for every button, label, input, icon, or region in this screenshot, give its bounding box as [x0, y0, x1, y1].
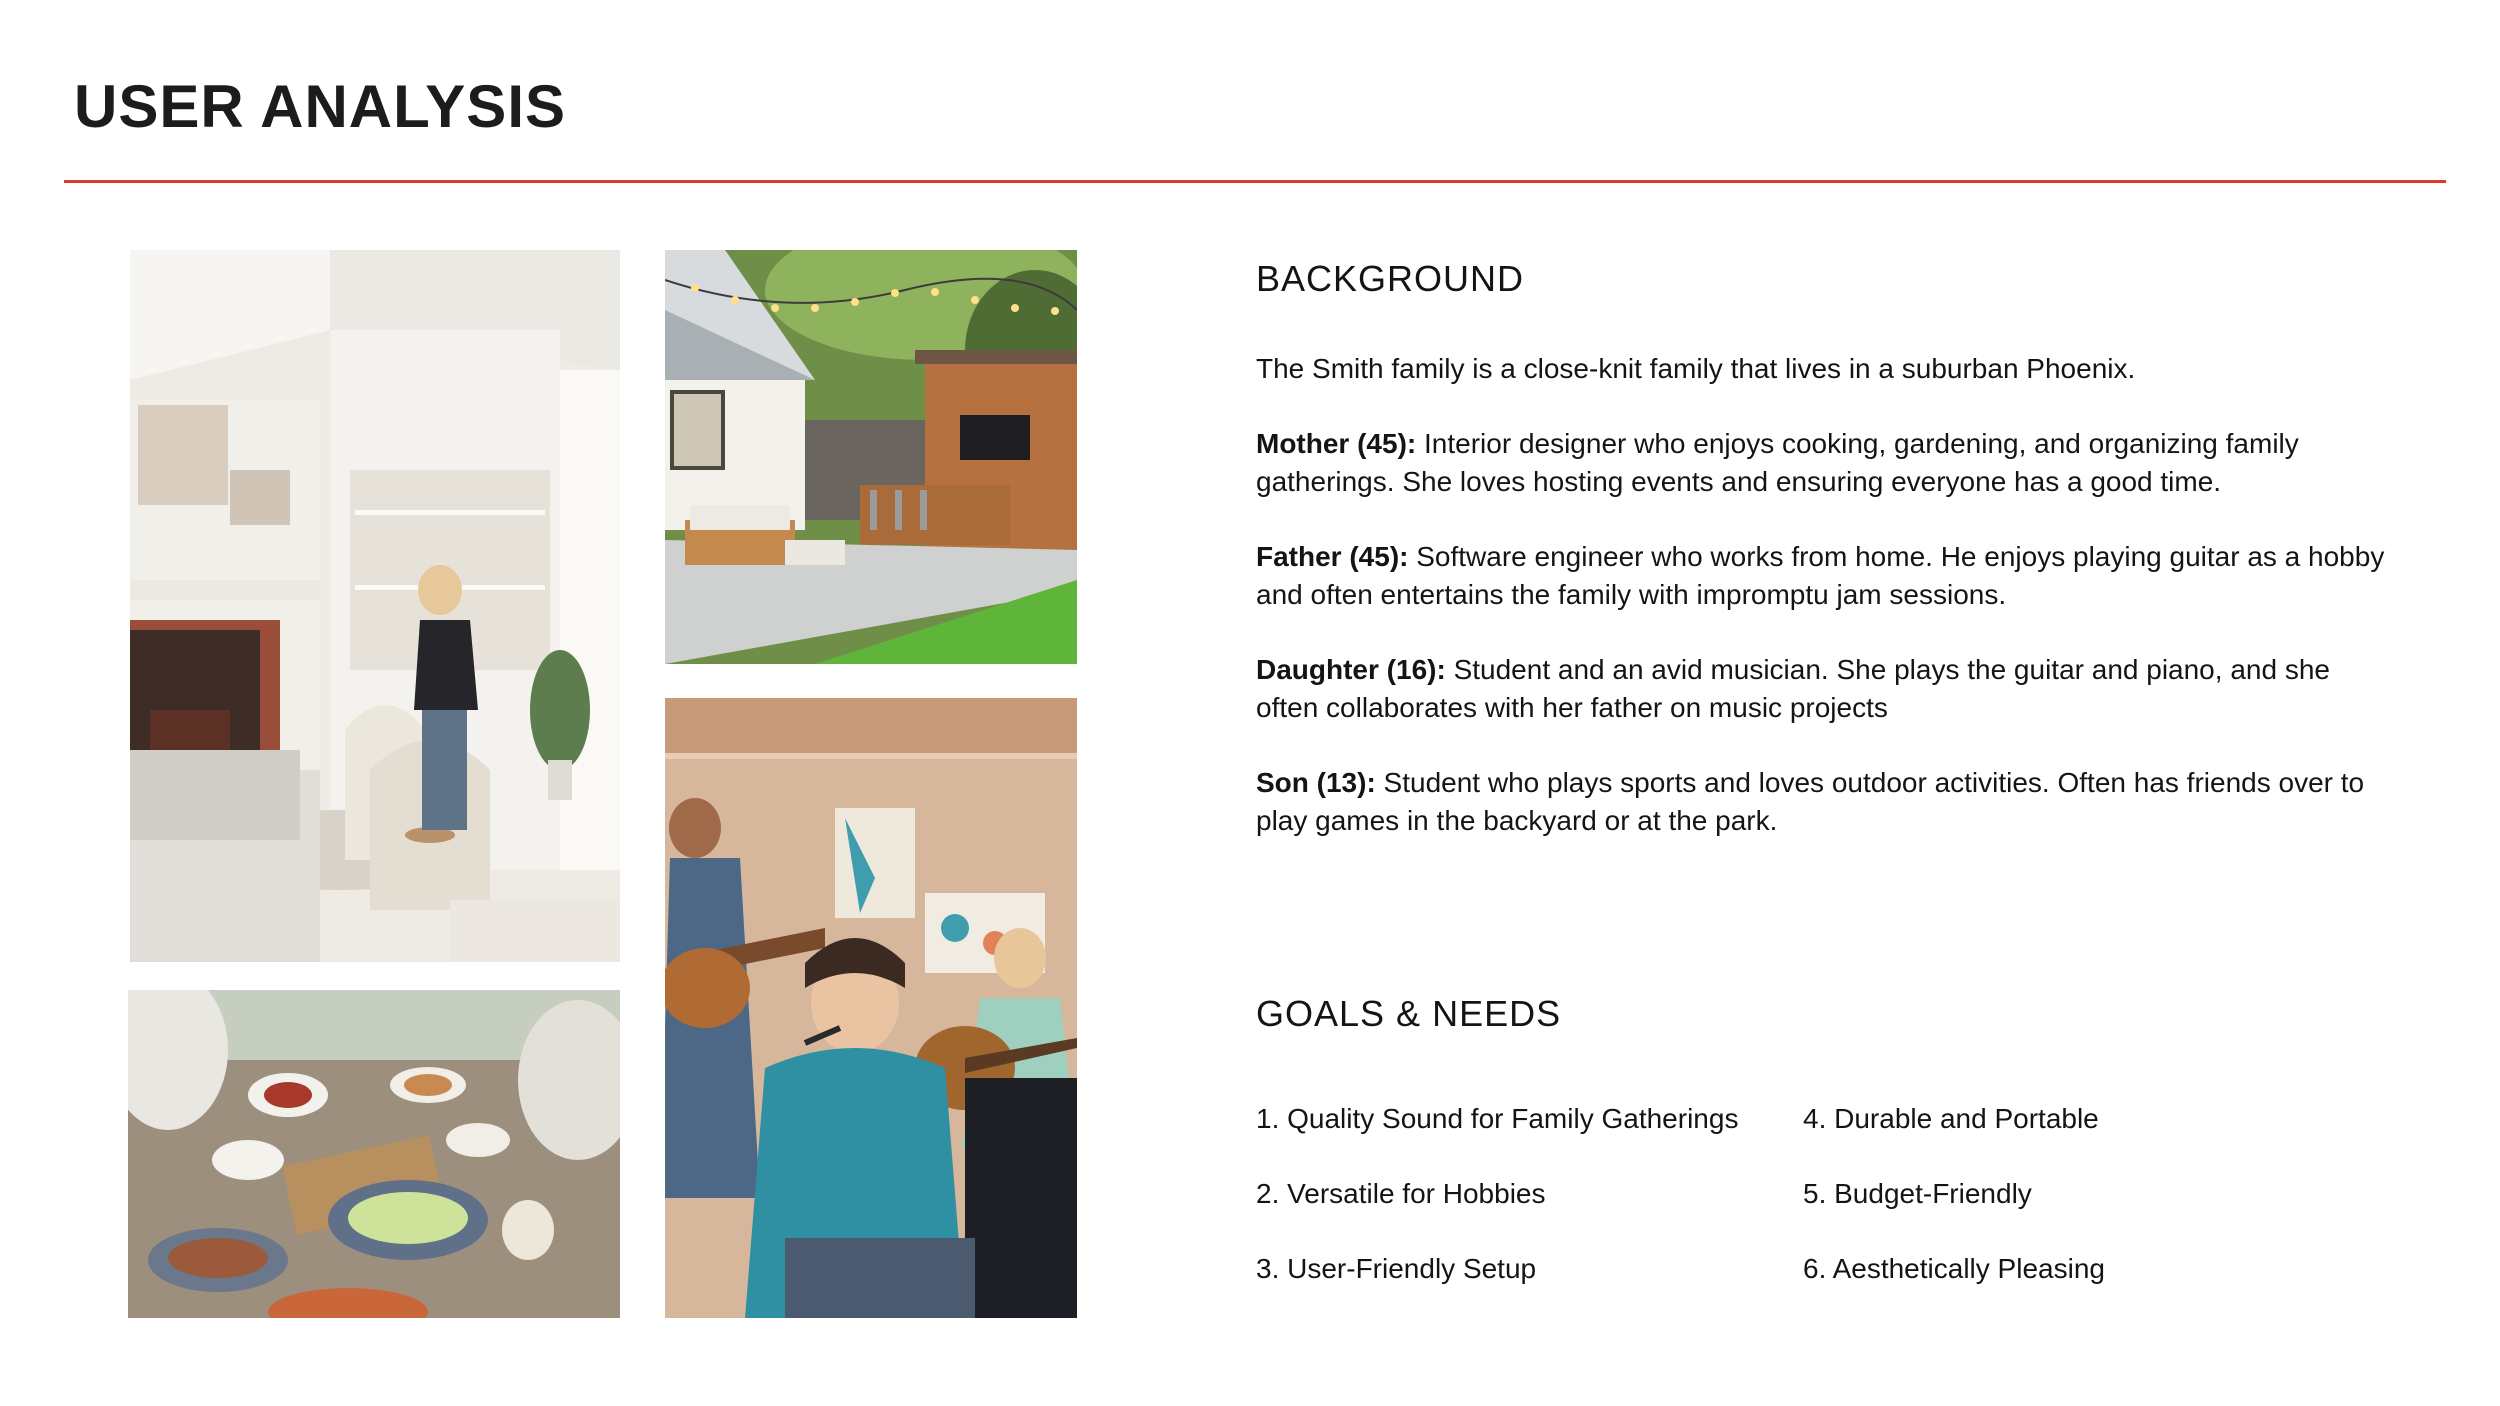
member-father	[1256, 538, 2386, 614]
member-description: Student who plays sports and loves outdoor activities. Often has friends over to play games in the backyard or at the park.	[1256, 767, 2365, 836]
background-text	[1256, 350, 2386, 877]
member-description: Interior designer who enjoys cooking, gardening, and organizing family gatherings. She loves hosting events and ensuring everyone has a good time.	[1256, 428, 2299, 497]
member-description: Software engineer who works from home. He enjoys playing guitar as a hobby and often entertains the family with impromptu jam sessions.	[1256, 541, 2385, 610]
background-heading: BACKGROUND	[1256, 258, 1525, 299]
goals-heading: GOALS & NEEDS	[1256, 993, 1562, 1034]
backyard-patio-photo	[665, 250, 1077, 664]
member-label: Mother (45):	[1256, 428, 1417, 459]
goal-item: 2. Versatile for Hobbies	[1256, 1178, 1546, 1209]
outdoor-dinner-photo	[128, 990, 620, 1318]
goal-item: 6. Aesthetically Pleasing	[1803, 1253, 2105, 1284]
music-session-photo	[665, 698, 1077, 1318]
goal-item: 3. User-Friendly Setup	[1256, 1253, 1537, 1284]
background-intro: The Smith family is a close-knit family that lives in a suburban Phoenix.	[1256, 353, 2136, 384]
title-divider	[64, 180, 2446, 183]
goal-item: 4. Durable and Portable	[1803, 1103, 2099, 1134]
member-daughter	[1256, 651, 2386, 727]
member-description: Student and an avid musician. She plays the guitar and piano, and she often collaborates with her father on music projects	[1256, 654, 2330, 723]
member-label: Son (13):	[1256, 767, 1376, 798]
member-label: Daughter (16):	[1256, 654, 1446, 685]
page-title: USER ANALYSIS	[74, 73, 567, 140]
member-label: Father (45):	[1256, 541, 1409, 572]
goal-item: 5. Budget-Friendly	[1803, 1178, 2032, 1209]
member-mother	[1256, 425, 2386, 501]
member-son	[1256, 764, 2386, 840]
goal-item: 1. Quality Sound for Family Gatherings	[1256, 1103, 1739, 1134]
living-room-photo	[130, 250, 620, 962]
